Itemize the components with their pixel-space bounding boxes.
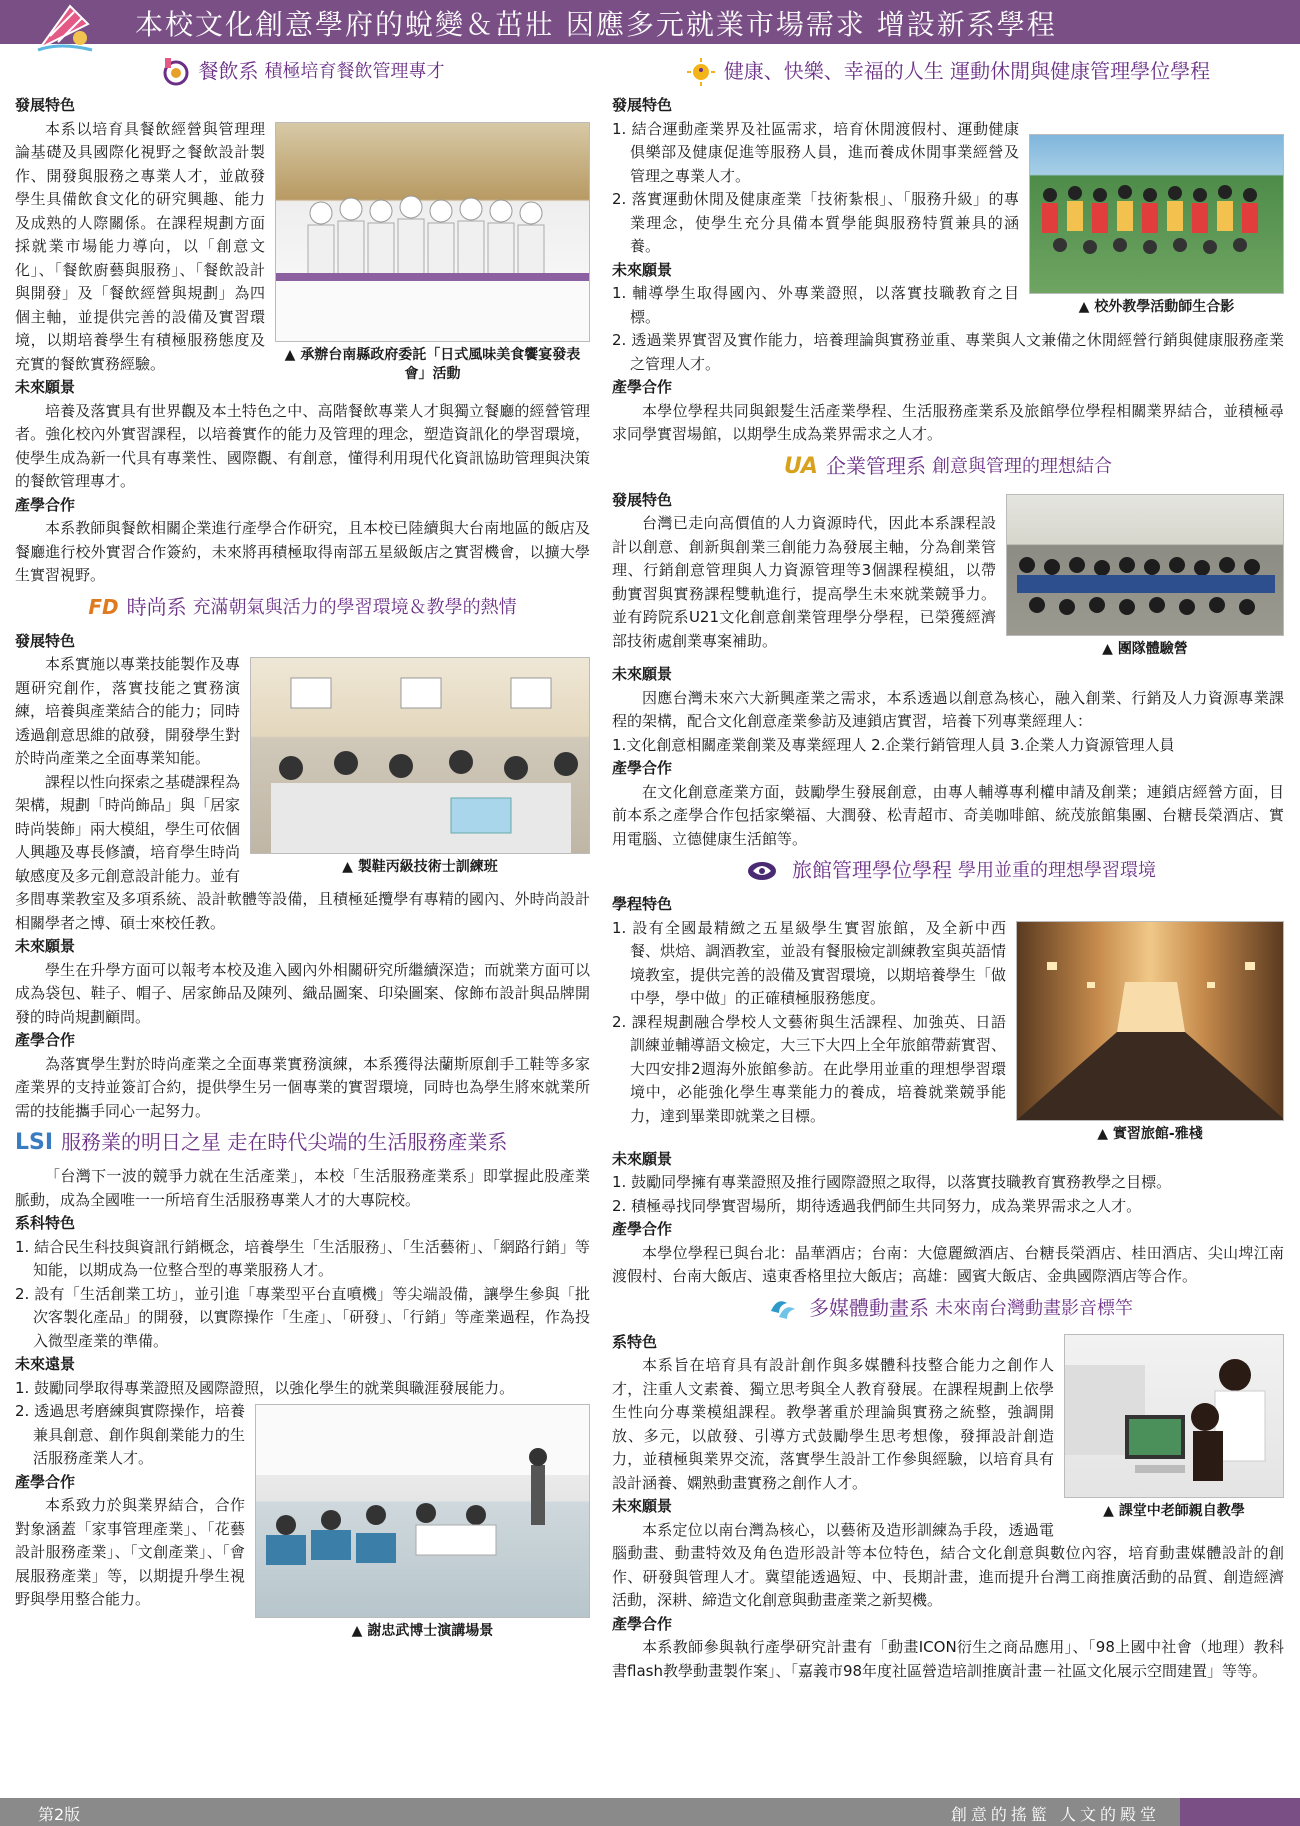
list-item: 2. 落實運動休閒及健康產業「技術紮根」、「服務升級」的專業理念，使學生充分具備本質學能與服務特質兼具的涵養。 xyxy=(612,190,1019,255)
subheading: 產學合作 xyxy=(612,1614,673,1633)
section-heading xyxy=(15,590,590,626)
list-item: 1. 鼓勵同學擁有專業證照及推行國際證照之取得，以落實技職教育實務教學之目標。 xyxy=(612,1173,1172,1191)
food-beverage-logo-icon xyxy=(161,58,191,86)
subheading: 系科特色 xyxy=(15,1214,76,1232)
ua-logo-icon: UA xyxy=(784,453,818,479)
subheading: 未來願景 xyxy=(612,1497,673,1515)
photo-figure xyxy=(1006,494,1284,659)
paragraph: 本系教師參與執行產學研究計畫有「動畫ICON衍生之商品應用」、「98上國中社會（地理）教科書flash教學動畫製作案」、「嘉義市98年度社區營造培訓推廣計畫－社區文化展示空間建置」等等。 xyxy=(612,1638,1284,1680)
section-title: 服務業的明日之星 走在時代尖端的生活服務產業系 xyxy=(61,1130,508,1155)
paragraph: 因應台灣未來六大新興產業之需求，本系透過以創意為核心，融入創業、行銷及人力資源專業課程的架構，配合文化創意產業參訪及連鎖店實習，培養下列專業經理人： xyxy=(612,688,1284,730)
photo-figure xyxy=(1029,134,1284,317)
photo-figure xyxy=(1064,1334,1284,1521)
section-heading xyxy=(15,54,590,90)
list-item: 2. 設有「生活創業工坊」，並引進「專業型平台直噴機」等尖端設備，讓學生參與「批次客製化產品」的開發，以實際操作「生產」、「研發」、「行銷」等產業過程，作為投入微型產業的準備。 xyxy=(15,1284,590,1350)
paragraph: 學生在升學方面可以報考本校及進入國內外相關研究所繼續深造；而就業方面可以成為袋包、鞋子、帽子、居家飾品及陳列、織品圖案、印染圖案、傢飾布設計與品牌開發的時尚規劃顧問。 xyxy=(15,960,590,1026)
subheading: 發展特色 xyxy=(15,631,76,650)
subheading: 未來願景 xyxy=(612,665,673,683)
fashion-logo-icon: FD xyxy=(88,594,119,619)
photo-figure xyxy=(255,1404,590,1641)
subheading: 產學合作 xyxy=(15,495,76,514)
lsi-logo-icon: LSI xyxy=(15,1130,54,1156)
paragraph: 培養及落實具有世界觀及本土特色之中、高階餐飲專業人才與獨立餐廳的經營管理者。強化校內外實習課程，以培養實作的能力及管理的理念，塑造資訊化的學習環境，使學生成為新一代具有專業性、國際觀、有創意，懂得利用現代化資訊協助管理與決策的餐飲管理專才。 xyxy=(15,401,590,490)
animation-logo-icon xyxy=(763,1295,801,1323)
dept-name: 旅館管理學位學程 xyxy=(792,858,952,883)
section-heading xyxy=(612,1291,1284,1327)
photo-figure xyxy=(250,657,590,877)
list-item: 1. 設有全國最精緻之五星級學生實習旅館，及全新中西餐、烘焙、調酒教室，並設有餐服檢定訓練教室與英語情境教室，提供完善的設備及實習環境，以期培養學生「做中學，學中做」的正確積極服務態度。 xyxy=(612,918,1006,1007)
photo-figure xyxy=(275,122,590,384)
team-camp-photo xyxy=(1006,494,1284,636)
section-sports-leisure xyxy=(612,54,1284,447)
section-hotel-mgmt xyxy=(612,853,1284,1289)
section-heading xyxy=(612,449,1284,485)
footer-motto: 創意的搖籃 人文的殿堂 xyxy=(950,1805,1160,1824)
section-multimedia-animation xyxy=(612,1291,1284,1684)
photo-caption: ▲ 課堂中老師親自教學 xyxy=(1103,1503,1245,1519)
page-header xyxy=(0,0,1300,44)
subheading: 產學合作 xyxy=(612,378,673,396)
page-title: 本校文化創意學府的蛻變＆茁壯 因應多元就業市場需求 增設新系學程 xyxy=(135,8,1057,41)
section-food-beverage xyxy=(15,54,590,588)
paragraph: 為落實學生對於時尚產業之全面專業實務演練，本系獲得法蘭斯原創手工鞋等多家產業界的支持並簽訂合約，提供學生另一個專業的實習環境，同時也為學生將來就業所需的技能攜手同心一起努力。 xyxy=(15,1054,590,1120)
subheading: 未來遠景 xyxy=(15,1355,76,1373)
teaching-photo xyxy=(1064,1334,1284,1498)
list-item: 1. 輔導學生取得國內、外專業證照，以落實技職教育之目標。 xyxy=(612,284,1019,326)
list-item: 2. 課程規劃融合學校人文藝術與生活課程、加強英、日語訓練並輔導語文檢定，大三下大四上全年旅館帶薪實習、大四安排2週海外旅館參訪。在此學用並重的理想學習環境中，必能強化學生專業能力的養成，培養就業競爭能力，達到畢業即就業之目標。 xyxy=(612,1012,1006,1125)
photo-caption: ▲ 實習旅館-雅棧 xyxy=(1097,1125,1203,1142)
paragraph: 本系以培育具餐飲經營與管理理論基礎及具國際化視野之餐飲設計製作、開發與服務之專業人才，並啟發學生具備飲食文化的研究興趣、能力及成熟的人際關係。在課程規劃方面採就業市場能力導向，以「創意文化」、「餐飲廚藝與服務」、「餐飲設計與開發」及「餐飲經營與規劃」為四個主軸，並提供完善的設備及實習環境，以期培養學生有積極服務態度及充實的餐飲實務經驗。 xyxy=(15,119,265,373)
dept-tagline: 創意與管理的理想結合 xyxy=(931,455,1112,477)
photo-caption: ▲ 製鞋丙級技術士訓練班 xyxy=(342,859,498,875)
paragraph: 課程以性向探索之基礎課程為架構，規劃「時尚飾品」與「居家時尚裝飾」兩大模組，學生可依個人興趣及專長修讀，培育學生時尚敏感度及多元創意設計能力。並有多間專業教室及多項系統、設計軟體等設備，且積極延攬學有專精的國內、外時尚設計相關學者之博、碩士來校任教。 xyxy=(15,772,590,932)
paragraph: 本系致力於與業界結合，合作對象涵蓋「家事管理產業」、「花藝設計服務產業」、「文創產業」、「會展服務產業」等，以期提升學生視野與學用整合能力。 xyxy=(15,1496,245,1608)
subheading: 產學合作 xyxy=(15,1472,76,1491)
hotel-corridor-photo xyxy=(1016,921,1284,1121)
dept-tagline: 學用並重的理想學習環境 xyxy=(958,860,1156,882)
dept-name: 企業管理系 xyxy=(825,453,926,478)
page-footer xyxy=(0,1798,1300,1826)
classroom-photo xyxy=(250,657,590,854)
subheading: 未來願景 xyxy=(15,937,76,955)
subheading: 系特色 xyxy=(612,1332,658,1351)
list-item: 1. 鼓勵同學取得專業證照及國際證照，以強化學生的就業與職涯發展能力。 xyxy=(15,1378,515,1397)
list-item: 1. 結合民生科技與資訊行銷概念，培養學生「生活服務」、「生活藝術」、「網路行銷」等知能，以期成為一位整合型的專業服務人才。 xyxy=(15,1237,590,1279)
section-business-mgmt xyxy=(612,449,1284,852)
photo-caption: ▲ 謝忠武博士演講場景 xyxy=(351,1623,494,1639)
subheading: 未來願景 xyxy=(612,260,673,279)
dept-tagline: 積極培育餐飲管理專才 xyxy=(264,61,445,83)
list-item: 2. 透過業界實習及實作能力，培養理論與實務並重、專業與人文兼備之休閒經營行銷與健康服務產業之管理人才。 xyxy=(612,331,1284,373)
subheading: 發展特色 xyxy=(15,96,76,114)
paragraph: 本系旨在培育具有設計創作與多媒體科技整合能力之創作人才，注重人文素養、獨立思考與全人教育發展。在課程規劃上依學生性向分專業模組課程。教學著重於理論與實務之統整，強調開放、多元，以啟發、引導方式鼓勵學生思考想像，發揮設計創造力，並積極與業界交流，落實學生設計工作參與經驗，以培育具有設計涵養、嫻熟動畫實務之創作人才。 xyxy=(612,1356,1054,1492)
dept-tagline: 充滿朝氣與活力的學習環境＆教學的熱情 xyxy=(192,596,517,618)
left-column xyxy=(15,52,590,1645)
paragraph: 在文化創意產業方面，鼓勵學生發展創意，由專人輔導專利權申請及創業；連鎖店經營方面，目前本系之產學合作包括家樂福、大潤發、松青超市、奇美咖啡館、統茂旅館集團、台糖長榮酒店、實用電腦、立德健康生活館等。 xyxy=(612,782,1284,848)
paragraph: 本學位學程共同與銀髮生活產業學程、生活服務產業系及旅館學位學程相關業界結合，並積極尋求同學實習場館，以期學生成為業界需求之人才。 xyxy=(612,401,1284,443)
paragraph: 本系定位以南台灣為核心，以藝術及造形訓練為手段，透過電腦動畫、動畫特效及角色造形設計等本位特色，結合文化創意與數位內容，培育動畫媒體設計的創作、研發與管理人才。冀望能透過短、中、長期計畫，進而提升台灣工商推廣活動的品質、創造經濟活動，深耕、締造文化創意與動畫產業之新契機。 xyxy=(612,1520,1284,1609)
subheading: 產學合作 xyxy=(612,759,673,777)
list-item: 2. 積極尋找同學實習場所，期待透過我們師生共同努力，成為業界需求之人才。 xyxy=(612,1196,1142,1215)
subheading: 產學合作 xyxy=(612,1220,673,1238)
dept-name: 時尚系 xyxy=(126,594,187,619)
page-number: 第2版 xyxy=(38,1805,81,1824)
hotel-logo-icon xyxy=(740,857,784,885)
section-heading xyxy=(612,54,1284,90)
section-heading xyxy=(15,1125,590,1161)
section-life-service xyxy=(15,1125,590,1639)
subheading: 未來願景 xyxy=(15,378,76,396)
footer-accent-tab xyxy=(1180,1798,1300,1826)
chef-group-photo xyxy=(275,122,590,342)
paragraph: 1.文化創意相關產業創業及專業經理人 2.企業行銷管理人員 3.企業人力資源管理人員 xyxy=(612,735,1175,754)
group-outing-photo xyxy=(1029,134,1284,294)
dept-tagline: 未來南台灣動畫影音標竿 xyxy=(935,1297,1133,1319)
subheading: 發展特色 xyxy=(612,96,673,114)
sun-runner-logo-icon xyxy=(686,58,716,86)
photo-caption: ▲ 承辦台南縣政府委託「日式風味美食饗宴發表會」活動 xyxy=(284,346,581,382)
subheading: 學程特色 xyxy=(612,895,673,913)
section-heading xyxy=(612,853,1284,889)
section-fashion xyxy=(15,590,590,1124)
photo-caption: ▲ 團隊體驗營 xyxy=(1102,641,1188,657)
school-mascot-logo-icon xyxy=(30,2,100,54)
paragraph: 台灣已走向高價值的人力資源時代，因此本系課程設計以創意、創新與創業三創能力為發展主軸，分為創業管理、行銷創意管理與人力資源管理等3個課程模組，以帶動實習與實務課程雙軌進行，提高學生未來就業競爭力。並有跨院系U21文化創意創業管理學分學程，已榮獲經濟部技術處創業專案補助。 xyxy=(612,514,996,650)
dept-name: 餐飲系 xyxy=(198,59,259,84)
section-title: 健康、快樂、幸福的人生 運動休閒與健康管理學位學程 xyxy=(723,59,1211,84)
list-item: 2. 透過思考磨練與實際操作，培養兼具創意、創作與創業能力的生活服務產業人才。 xyxy=(15,1402,245,1467)
paragraph: 本系實施以專業技能製作及專題研究創作，落實技能之實務演練，培養與產業結合的能力；同時透過創意思維的啟發，開發學生對於時尚產業之全面專業知能。 xyxy=(15,655,241,767)
right-column xyxy=(612,52,1284,1683)
photo-figure xyxy=(1016,921,1284,1144)
paragraph: 本學位學程已與台北：晶華酒店；台南：大億麗緻酒店、台糖長榮酒店、桂田酒店、尖山埤江南渡假村、台南大飯店、遠東香格里拉大飯店；高雄：國賓大飯店、金典國際酒店等合作。 xyxy=(612,1243,1284,1285)
photo-caption: ▲ 校外教學活動師生合影 xyxy=(1078,298,1235,315)
dept-name: 多媒體動畫系 xyxy=(809,1295,929,1320)
subheading: 未來願景 xyxy=(612,1149,673,1168)
list-item: 1. 結合運動產業界及社區需求，培育休閒渡假村、運動健康俱樂部及健康促進等服務人員，進而養成休閒事業經營及管理之專業人才。 xyxy=(612,119,1019,185)
lecture-photo xyxy=(255,1404,590,1618)
paragraph: 「台灣下一波的競爭力就在生活產業」，本校「生活服務產業系」即掌握此股產業脈動，成為全國唯一一所培育生活服務專業人才的大專院校。 xyxy=(15,1167,590,1209)
subheading: 產學合作 xyxy=(15,1031,76,1049)
paragraph: 本系教師與餐飲相關企業進行產學合作研究，且本校已陸續與大台南地區的飯店及餐廳進行校外實習合作簽約，未來將再積極取得南部五星級飯店之實習機會，以擴大學生實習視野。 xyxy=(15,519,590,584)
subheading: 發展特色 xyxy=(612,490,673,509)
